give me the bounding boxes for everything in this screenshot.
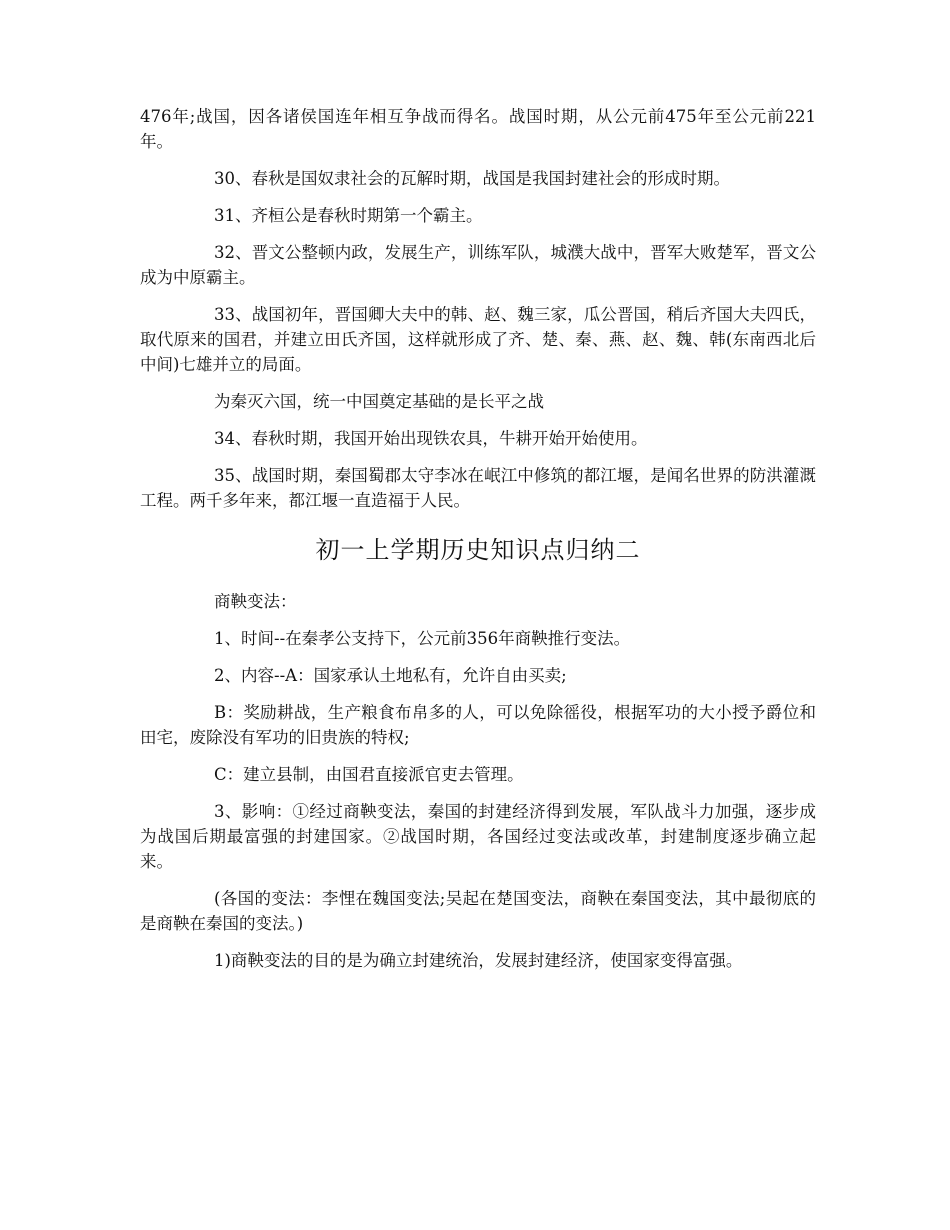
paragraph-item-32: 32、晋文公整顿内政，发展生产，训练军队，城濮大战中，晋军大败楚军，晋文公成为中原霸主。 <box>140 243 816 287</box>
paragraph-item-31: 31、齐桓公是春秋时期第一个霸主。 <box>214 206 483 225</box>
paragraph-item-33: 33、战国初年，晋国卿大夫中的韩、赵、魏三家，瓜公晋国，稍后齐国大夫四氏，取代原来的国君，并建立田氏齐国，这样就形成了齐、楚、秦、燕、赵、魏、韩(东南西北后中间)七雄并立的局面。 <box>140 305 816 374</box>
paragraph-content-b: B：奖励耕战，生产粮食布帛多的人，可以免除徭役，根据军功的大小授予爵位和田宅，废除没有军功的旧贵族的特权; <box>140 703 816 747</box>
paragraph-influence: 3、影响：①经过商鞅变法，秦国的封建经济得到发展，军队战斗力加强，逐步成为战国后期最富强的封建国家。②战国时期，各国经过变法或改革，封建制度逐步确立起来。 <box>140 802 816 871</box>
paragraph-item-34: 34、春秋时期，我国开始出现铁农具，牛耕开始开始使用。 <box>214 429 648 448</box>
paragraph-item-33-note: 为秦灭六国，统一中国奠定基础的是长平之战 <box>214 392 544 411</box>
paragraph-content-c: C：建立县制，由国君直接派官吏去管理。 <box>214 765 524 784</box>
document-page <box>140 104 816 973</box>
paragraph-reforms-note: (各国的变法：李悝在魏国变法;吴起在楚国变法，商鞅在秦国变法，其中最彻底的是商鞅在秦国的变法。) <box>140 889 816 933</box>
paragraph-time: 1、时间--在秦孝公支持下，公元前356年商鞅推行变法。 <box>214 629 631 648</box>
paragraph-item-30: 30、春秋是国奴隶社会的瓦解时期，战国是我国封建社会的形成时期。 <box>214 169 730 188</box>
paragraph-shang-yang-intro: 商鞅变法： <box>214 592 297 611</box>
paragraph-content-a: 2、内容--A：国家承认土地私有，允许自由买卖; <box>214 666 567 685</box>
paragraph-warring-states-period: 476年;战国，因各诸侯国连年相互争战而得名。战国时期，从公元前475年至公元前221年。 <box>140 107 816 151</box>
paragraph-purpose: 1)商鞅变法的目的是为确立封建统治，发展封建经济，使国家变得富强。 <box>214 951 743 970</box>
section-heading: 初一上学期历史知识点归纳二 <box>315 536 641 564</box>
paragraph-item-35: 35、战国时期，秦国蜀郡太守李冰在岷江中修筑的都江堰，是闻名世界的防洪灌溉工程。两千多年来，都江堰一直造福于人民。 <box>140 466 816 510</box>
